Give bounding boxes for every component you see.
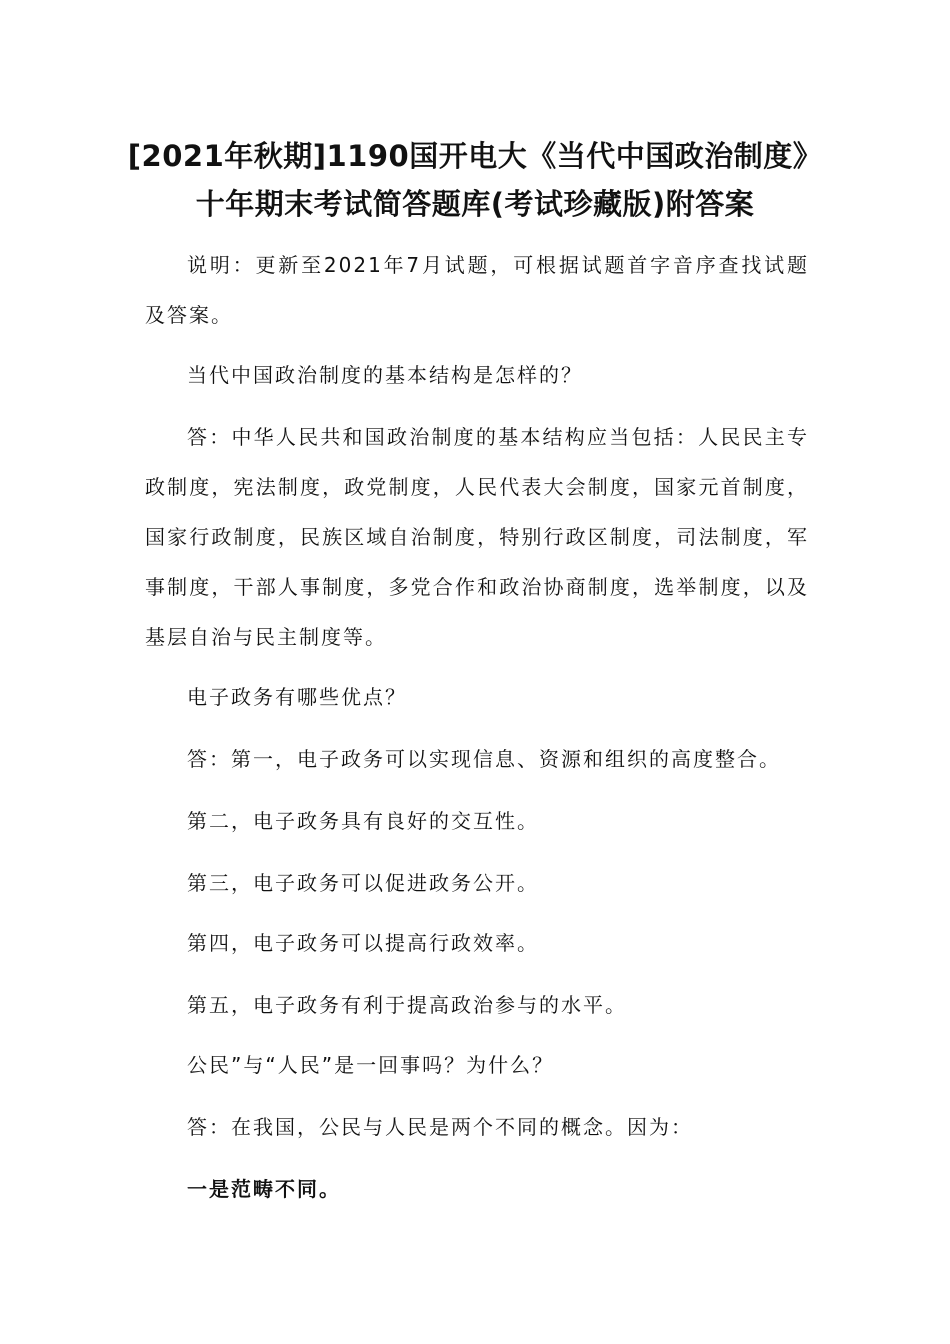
answer-3-intro: 答：在我国，公民与人民是两个不同的概念。因为： xyxy=(187,1115,693,1139)
answer-1: 答：中华人民共和国政治制度的基本结构应当包括：人民民主专政制度，宪法制度，政党制度，人民代表大会制度，国家元首制度，国家行政制度，民族区域自治制度，特别行政区制度，司法制度，军事制度，干部人事制度，多党合作和政治协商制度，选举制度，以及基层自治与民主制度等。 xyxy=(145,425,809,649)
answer-2-point-1: 答：第一，电子政务可以实现信息、资源和组织的高度整合。 xyxy=(187,747,781,771)
answer-2-point-2: 第二，电子政务具有良好的交互性。 xyxy=(187,809,539,833)
answer-2-point-4: 第四，电子政务可以提高行政效率。 xyxy=(187,931,539,955)
answer-2-point-3: 第三，电子政务可以促进政务公开。 xyxy=(187,871,539,895)
question-1: 当代中国政治制度的基本结构是怎样的？ xyxy=(187,363,583,387)
document-title-line-2: 十年期末考试简答题库(考试珍藏版)附答案 xyxy=(195,187,755,221)
answer-2-point-5: 第五，电子政务有利于提高政治参与的水平。 xyxy=(187,993,627,1017)
intro-paragraph: 说明：更新至2021年7月试题，可根据试题首字音序查找试题及答案。 xyxy=(145,253,809,327)
answer-3-point-1: 一是范畴不同。 xyxy=(187,1177,341,1201)
document-title-line-1: [2021年秋期]1190国开电大《当代中国政治制度》 xyxy=(127,139,823,173)
question-2: 电子政务有哪些优点？ xyxy=(187,685,407,709)
question-3: 公民”与“人民”是一回事吗？为什么？ xyxy=(187,1053,555,1077)
